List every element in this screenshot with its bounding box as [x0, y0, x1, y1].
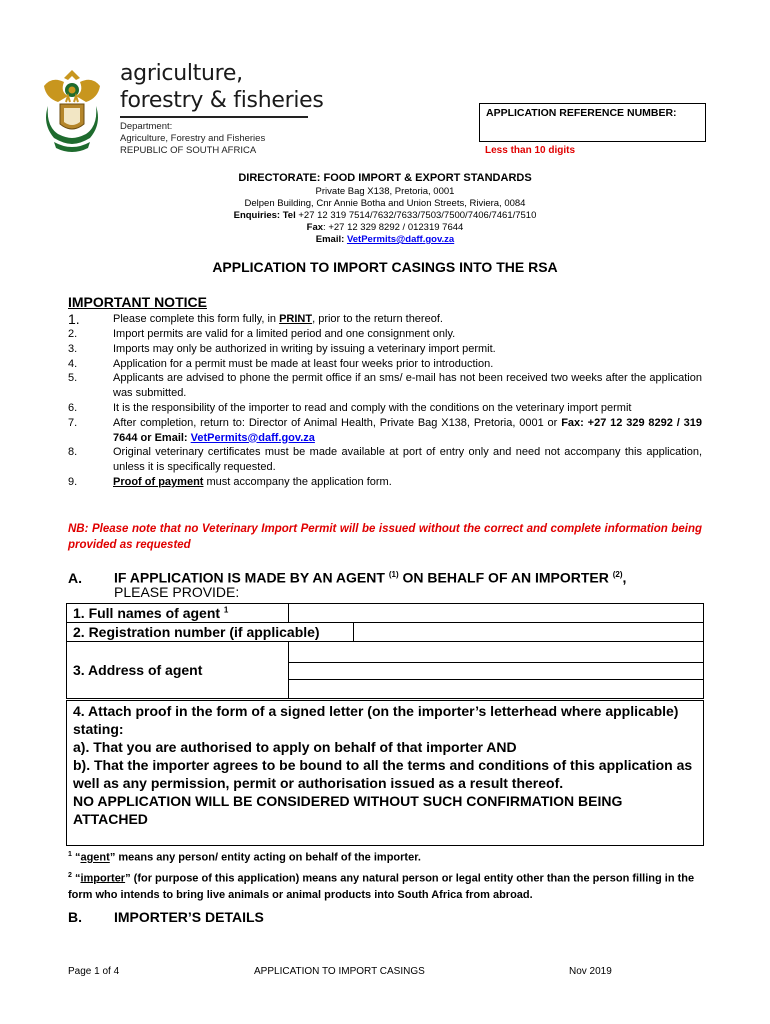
notice-num: 4.: [68, 357, 78, 370]
table-row: [67, 623, 704, 642]
department-block: [120, 121, 265, 157]
section-a-text: ,: [622, 569, 627, 586]
proof-item-b: b). That the importer agrees to be bound to all the terms and conditions of this application as well as any permission, permit or authorisation issued as a result thereof.: [73, 757, 693, 791]
address-line-2: Delpen Building, Cnr Annie Botha and Union Streets, Riviera, 0084: [244, 198, 526, 209]
footnote-term: importer: [80, 872, 126, 885]
registration-number-label: 2. Registration number (if applicable): [67, 623, 354, 642]
brand-wordmark: [120, 60, 324, 114]
notice-num: 8.: [68, 446, 78, 459]
notice-text: After completion, return to: Director of Animal Health, Private Bag X138, Pretoria, 0001 or: [113, 416, 562, 429]
dept-line-3: REPUBLIC OF SOUTH AFRICA: [120, 145, 257, 156]
notice-text: Original veterinary certificates must be made available at port of entry only and need not accompany this application, unless it is specifically requested.: [113, 446, 702, 474]
section-b-text: IMPORTER’S DETAILS: [114, 909, 264, 925]
agent-address-input-1[interactable]: [289, 642, 704, 663]
section-a-label: A.: [68, 569, 82, 586]
brand-line-2: forestry & fisheries: [120, 88, 324, 113]
notice-num: 9.: [68, 475, 78, 488]
registration-number-input[interactable]: [354, 623, 704, 642]
notice-heading: IMPORTANT NOTICE: [68, 294, 207, 310]
footnote-text: ” (for purpose of this application) means any natural person or legal entity other than the person filling in the form who intends to bring live animals or animal products into South Africa from abroad.: [68, 872, 695, 902]
notice-num: 6.: [68, 401, 78, 414]
notice-emphasis: PRINT: [279, 313, 313, 325]
nb-warning: NB: Please note that no Veterinary Import Permit will be issued without the correct and complete information being provided as requested: [68, 523, 702, 551]
notice-text: Application for a permit must be made at least four weeks prior to introduction.: [113, 357, 494, 370]
notice-text: It is the responsibility of the importer to read and comply with the conditions on the veterinary import permit: [113, 401, 632, 414]
notice-text: Imports may only be authorized in writing by issuing a veterinary import permit.: [113, 342, 496, 355]
agent-table: [66, 603, 704, 699]
row-label: 1. Full names of agent: [73, 605, 224, 621]
agent-address-label: 3. Address of agent: [67, 642, 289, 699]
agent-name-label: [67, 604, 289, 623]
section-b-heading: [68, 909, 264, 925]
proof-instruction: 4. Attach proof in the form of a signed letter (on the importer’s letterhead where applicable) stating:: [73, 703, 679, 737]
notice-num: 5.: [68, 372, 78, 385]
coat-of-arms-logo: [38, 66, 106, 158]
table-row: [67, 642, 704, 663]
dept-line-1: Department:: [120, 121, 173, 132]
page-title: APPLICATION TO IMPORT CASINGS INTO THE RSA: [212, 259, 558, 275]
proof-warning: NO APPLICATION WILL BE CONSIDERED WITHOUT SUCH CONFIRMATION BEING ATTACHED: [73, 793, 623, 827]
footnote-term: agent: [80, 851, 110, 864]
notice-item: [68, 327, 702, 342]
notice-list: [68, 312, 702, 490]
footnote-2: $^2$ “importer” (for purpose of this application) means any natural person or legal entity other than the person filling in the form who intends to bring live animals or animal products into South Africa from abroad.: [68, 871, 695, 902]
address-line-1: Private Bag X138, Pretoria, 0001: [315, 186, 455, 197]
notice-item: [68, 342, 702, 357]
reference-number-field[interactable]: [479, 103, 706, 142]
brand-line-1: agriculture,: [120, 61, 243, 86]
notice-text: Import permits are valid for a limited period and one consignment only.: [113, 328, 456, 340]
footnotes: [68, 846, 702, 904]
table-row: [67, 604, 704, 623]
notice-text: , prior to the return thereof.: [312, 313, 443, 325]
notice-emphasis: Proof of payment: [113, 475, 204, 488]
notice-item: [68, 416, 702, 446]
email-line: [0, 233, 770, 246]
dept-line-2: Agriculture, Forestry and Fisheries: [120, 133, 266, 144]
agent-address-input-3[interactable]: [289, 680, 704, 699]
footnote-text: ” means any person/ entity acting on behalf of the importer.: [109, 851, 421, 864]
footnote-num: 2: [68, 871, 72, 879]
fax-label: Fax: [306, 222, 324, 233]
section-b-label: B.: [68, 909, 82, 925]
notice-item: [68, 312, 702, 327]
footnote-ref: (1): [388, 570, 399, 579]
footnote-ref: 1: [223, 605, 229, 615]
notice-num: 2.: [68, 328, 78, 340]
brand-divider: [120, 116, 308, 118]
agent-name-input[interactable]: [289, 604, 704, 623]
notice-bold-text: Fax: +27 12 329 8292 / 319 7644 or Email:: [113, 416, 702, 444]
email-link[interactable]: VetPermits@daff.gov.za: [190, 431, 315, 444]
notice-text: Please complete this form fully, in: [113, 313, 280, 325]
notice-item: [68, 445, 702, 475]
enquiries-value: +27 12 319 7514/7632/7633/7503/7500/7406/7461/7510: [295, 210, 537, 221]
footer-date: Nov 2019: [569, 966, 612, 977]
fax-value: : +27 12 329 8292 / 012319 7644: [323, 222, 464, 233]
footer-title: APPLICATION TO IMPORT CASINGS: [254, 966, 425, 977]
notice-num: 3.: [68, 342, 78, 355]
reference-number-hint: Less than 10 digits: [485, 145, 576, 156]
agent-proof-box: [66, 700, 704, 846]
directorate-title: DIRECTORATE: FOOD IMPORT & EXPORT STANDARDS: [238, 172, 532, 184]
footnote-1: $^1$ “agent” means any person/ entity acting on behalf of the importer.: [68, 851, 421, 864]
notice-text: must accompany the application form.: [203, 475, 392, 488]
notice-num: 7.: [68, 416, 78, 429]
notice-item: [68, 371, 702, 401]
email-sep: :: [341, 234, 347, 245]
enquiries-label: Enquiries: Tel: [233, 210, 296, 221]
notice-num: 1.: [68, 311, 80, 327]
email-label: Email: [315, 234, 342, 245]
footnote-num: 1: [68, 851, 72, 858]
notice-item: [68, 357, 702, 372]
email-link[interactable]: VetPermits@daff.gov.za: [346, 234, 455, 245]
notice-text: Applicants are advised to phone the permit office if an sms/ e-mail has not been received two weeks after the application was submitted.: [113, 372, 702, 400]
section-a-text: ON BEHALF OF AN IMPORTER: [398, 569, 613, 586]
reference-number-label: APPLICATION REFERENCE NUMBER:: [486, 107, 677, 119]
page-number: Page 1 of 4: [68, 966, 120, 977]
section-a-subheading: PLEASE PROVIDE:: [114, 584, 240, 600]
section-a-text: IF APPLICATION IS MADE BY AN AGENT: [114, 569, 389, 586]
proof-item-a: a). That you are authorised to apply on behalf of that importer AND: [73, 739, 517, 755]
notice-item: [68, 401, 702, 416]
footnote-ref: (2): [612, 570, 623, 579]
agent-address-input-2[interactable]: [289, 663, 704, 680]
notice-item: [68, 475, 702, 490]
